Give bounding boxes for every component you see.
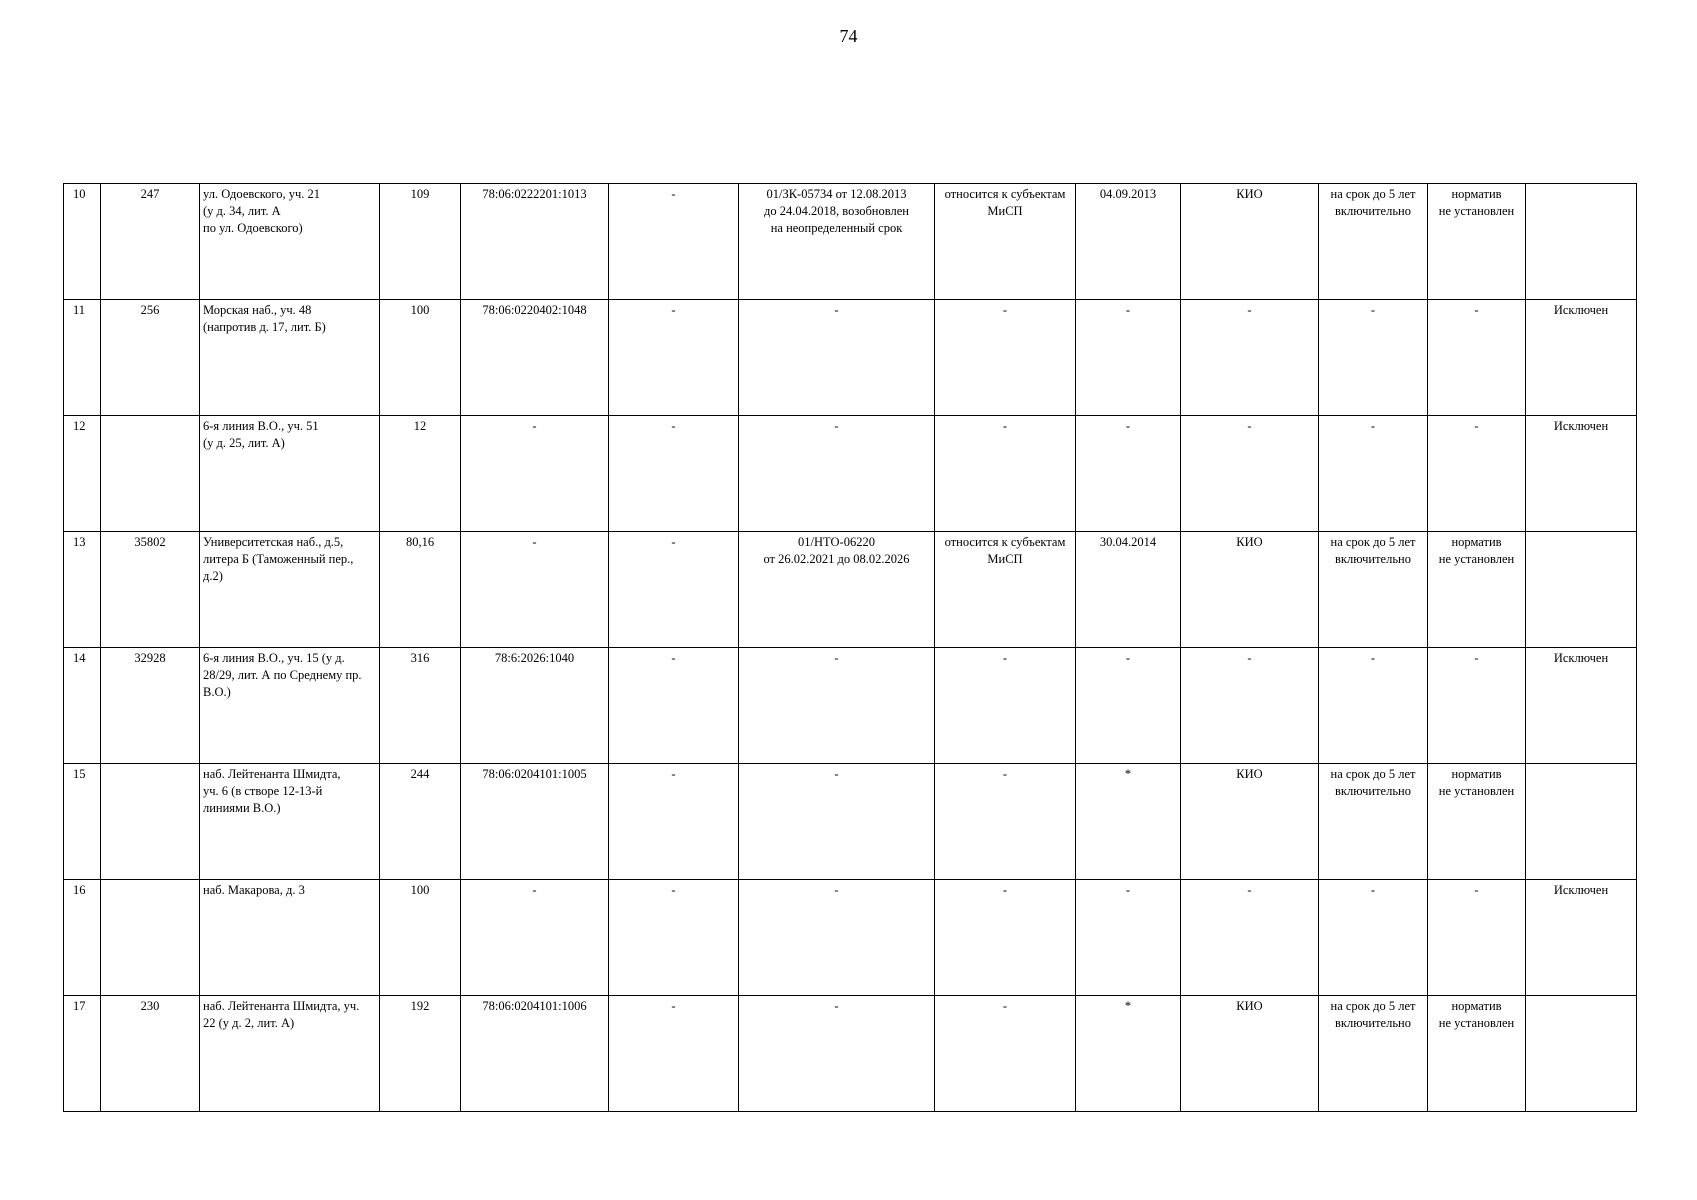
normative-text: - [1474,651,1479,665]
table-row [64,880,1637,996]
column-6-text: - [671,535,676,549]
row-number-cell [64,764,101,880]
row-number-cell [64,880,101,996]
msp-status-text: - [1002,883,1008,897]
normative-cell [1428,996,1526,1112]
row-number-text: 10 [73,187,86,201]
column-6-text: - [671,651,676,665]
address-cell [200,764,380,880]
area-text: 316 [410,651,430,665]
contract-text: - [834,999,839,1013]
row-number-cell [64,416,101,532]
date-text: 04.09.2013 [1099,187,1157,201]
area-cell [380,532,461,648]
date-cell [1076,648,1181,764]
msp-status-text: - [1002,999,1008,1013]
contract-cell [739,764,935,880]
cadastral-number-text: 78:06:0204101:1005 [482,767,587,781]
address-cell [200,996,380,1112]
area-cell [380,764,461,880]
row-number-cell [64,184,101,300]
row-number-text: 15 [73,767,86,781]
address-text: наб. Лейтенанта Шмидта, уч. 22 (у д. 2, лит. А) [203,999,360,1030]
term-cell [1319,184,1428,300]
normative-text: - [1474,303,1479,317]
column-6-cell [609,764,739,880]
object-id-cell [101,764,200,880]
area-text: 192 [410,999,430,1013]
address-text: ул. Одоевского, уч. 21 (у д. 34, лит. А по ул. Одоевского) [203,187,321,235]
column-6-cell [609,184,739,300]
contract-cell [739,648,935,764]
organization-cell [1181,184,1319,300]
organization-text: - [1247,651,1252,665]
normative-text: - [1474,883,1479,897]
normative-cell [1428,184,1526,300]
column-6-cell [609,532,739,648]
cadastral-number-text: - [532,419,537,433]
row-number-text: 17 [73,999,86,1013]
contract-cell [739,880,935,996]
area-text: 12 [413,419,427,433]
cadastral-number-text: 78:06:0220402:1048 [482,303,587,317]
address-text: наб. Макарова, д. 3 [203,883,305,897]
note-text: Исключен [1553,883,1609,897]
organization-cell [1181,648,1319,764]
object-id-text: 35802 [134,535,166,549]
contract-text: 01/ЗК-05734 от 12.08.2013 до 24.04.2018, возобновлен на неопределенный срок [764,187,909,235]
organization-cell [1181,416,1319,532]
msp-status-text: - [1002,767,1008,781]
normative-cell [1428,416,1526,532]
row-number-text: 11 [73,303,86,317]
row-number-cell [64,300,101,416]
organization-cell [1181,300,1319,416]
msp-status-cell [935,300,1076,416]
normative-text: норматив не установлен [1438,535,1515,566]
cadastral-number-cell [461,532,609,648]
contract-text: - [834,883,839,897]
organization-cell [1181,532,1319,648]
column-6-text: - [671,187,676,201]
object-id-text: 256 [140,303,160,317]
address-text: Университетская наб., д.5, литера Б (Таможенный пер., д.2) [203,535,354,583]
address-cell [200,880,380,996]
table-row [64,416,1637,532]
normative-text: норматив не установлен [1438,187,1515,218]
cadastral-number-text: 78:6:2026:1040 [494,651,575,665]
term-text: - [1370,651,1376,665]
column-6-cell [609,416,739,532]
column-6-cell [609,996,739,1112]
note-cell [1526,416,1637,532]
area-cell [380,996,461,1112]
date-text: - [1125,419,1131,433]
organization-text: - [1247,419,1252,433]
date-text: - [1125,883,1131,897]
contract-text: - [834,303,839,317]
organization-text: КИО [1236,767,1263,781]
object-id-cell [101,300,200,416]
date-text: - [1125,303,1131,317]
column-6-text: - [671,303,676,317]
msp-status-cell [935,764,1076,880]
page-number: 74 [839,26,858,46]
note-cell [1526,300,1637,416]
normative-cell [1428,764,1526,880]
cadastral-number-cell [461,764,609,880]
cadastral-number-text: 78:06:0204101:1006 [482,999,587,1013]
msp-status-cell [935,880,1076,996]
term-text: на срок до 5 лет включительно [1330,999,1416,1030]
table-row [64,532,1637,648]
row-number-text: 14 [73,651,86,665]
area-text: 244 [410,767,430,781]
normative-text: норматив не установлен [1438,767,1515,798]
object-id-cell [101,416,200,532]
object-id-cell [101,996,200,1112]
organization-cell [1181,880,1319,996]
term-text: на срок до 5 лет включительно [1330,187,1416,218]
cadastral-number-text: - [532,535,537,549]
normative-cell [1428,648,1526,764]
contract-text: 01/НТО-06220 от 26.02.2021 до 08.02.2026 [763,535,910,566]
address-text: 6-я линия В.О., уч. 15 (у д. 28/29, лит. А по Среднему пр. В.О.) [203,651,362,699]
date-cell [1076,184,1181,300]
contract-cell [739,996,935,1112]
term-text: - [1370,419,1376,433]
address-cell [200,184,380,300]
term-text: - [1370,883,1376,897]
normative-cell [1428,880,1526,996]
term-text: на срок до 5 лет включительно [1330,535,1416,566]
row-number-text: 16 [73,883,86,897]
object-id-text: 230 [140,999,160,1013]
note-text: Исключен [1553,303,1609,317]
term-cell [1319,532,1428,648]
organization-text: КИО [1236,535,1263,549]
area-cell [380,416,461,532]
area-text: 100 [410,883,430,897]
term-cell [1319,764,1428,880]
note-text: Исключен [1553,419,1609,433]
note-cell [1526,532,1637,648]
object-id-cell [101,184,200,300]
area-text: 80,16 [405,535,435,549]
column-6-cell [609,648,739,764]
date-text: * [1124,767,1132,781]
organization-text: - [1247,303,1252,317]
term-cell [1319,300,1428,416]
area-cell [380,880,461,996]
row-number-cell [64,996,101,1112]
table-row [64,648,1637,764]
note-cell [1526,880,1637,996]
organization-text: КИО [1236,999,1263,1013]
object-id-cell [101,880,200,996]
cadastral-number-cell [461,184,609,300]
note-cell [1526,648,1637,764]
date-cell [1076,300,1181,416]
object-id-cell [101,532,200,648]
table-row [64,300,1637,416]
address-text: наб. Лейтенанта Шмидта, уч. 6 (в створе 12-13-й линиями В.О.) [203,767,341,815]
address-text: Морская наб., уч. 48 (напротив д. 17, лит. Б) [203,303,326,334]
date-cell [1076,996,1181,1112]
term-cell [1319,416,1428,532]
registry-table [63,183,1637,1112]
msp-status-cell [935,996,1076,1112]
column-6-cell [609,880,739,996]
row-number-text: 12 [73,419,86,433]
column-6-cell [609,300,739,416]
column-6-text: - [671,883,676,897]
cadastral-number-text: 78:06:0222201:1013 [482,187,587,201]
organization-cell [1181,764,1319,880]
area-cell [380,300,461,416]
object-id-cell [101,648,200,764]
date-text: - [1125,651,1131,665]
cadastral-number-cell [461,300,609,416]
msp-status-cell [935,648,1076,764]
cadastral-number-cell [461,416,609,532]
date-cell [1076,880,1181,996]
contract-text: - [834,651,839,665]
area-text: 100 [410,303,430,317]
normative-cell [1428,300,1526,416]
address-cell [200,416,380,532]
term-text: - [1370,303,1376,317]
date-text: * [1124,999,1132,1013]
contract-cell [739,532,935,648]
normative-cell [1428,532,1526,648]
term-text: на срок до 5 лет включительно [1330,767,1416,798]
area-cell [380,648,461,764]
column-6-text: - [671,767,676,781]
object-id-text: 247 [140,187,160,201]
row-number-cell [64,532,101,648]
msp-status-text: относится к субъектам МиСП [944,187,1066,218]
msp-status-text: - [1002,303,1008,317]
normative-text: норматив не установлен [1438,999,1515,1030]
row-number-cell [64,648,101,764]
cadastral-number-text: - [532,883,537,897]
term-cell [1319,648,1428,764]
contract-cell [739,300,935,416]
note-cell [1526,764,1637,880]
contract-cell [739,184,935,300]
column-6-text: - [671,999,676,1013]
organization-cell [1181,996,1319,1112]
msp-status-text: относится к субъектам МиСП [944,535,1066,566]
column-6-text: - [671,419,676,433]
cadastral-number-cell [461,648,609,764]
organization-text: КИО [1236,187,1263,201]
msp-status-cell [935,532,1076,648]
cadastral-number-cell [461,880,609,996]
address-cell [200,300,380,416]
date-cell [1076,764,1181,880]
note-cell [1526,996,1637,1112]
cadastral-number-cell [461,996,609,1112]
address-cell [200,648,380,764]
object-id-text: 32928 [134,651,166,665]
area-cell [380,184,461,300]
normative-text: - [1474,419,1479,433]
note-cell [1526,184,1637,300]
term-cell [1319,996,1428,1112]
address-cell [200,532,380,648]
row-number-text: 13 [73,535,86,549]
table-row [64,996,1637,1112]
note-text: Исключен [1553,651,1609,665]
date-cell [1076,416,1181,532]
msp-status-text: - [1002,651,1008,665]
organization-text: - [1247,883,1252,897]
term-cell [1319,880,1428,996]
contract-cell [739,416,935,532]
date-cell [1076,532,1181,648]
msp-status-cell [935,184,1076,300]
table-row [64,764,1637,880]
msp-status-cell [935,416,1076,532]
address-text: 6-я линия В.О., уч. 51 (у д. 25, лит. А) [203,419,319,450]
contract-text: - [834,419,839,433]
table-row [64,184,1637,300]
area-text: 109 [410,187,430,201]
contract-text: - [834,767,839,781]
date-text: 30.04.2014 [1099,535,1157,549]
msp-status-text: - [1002,419,1008,433]
